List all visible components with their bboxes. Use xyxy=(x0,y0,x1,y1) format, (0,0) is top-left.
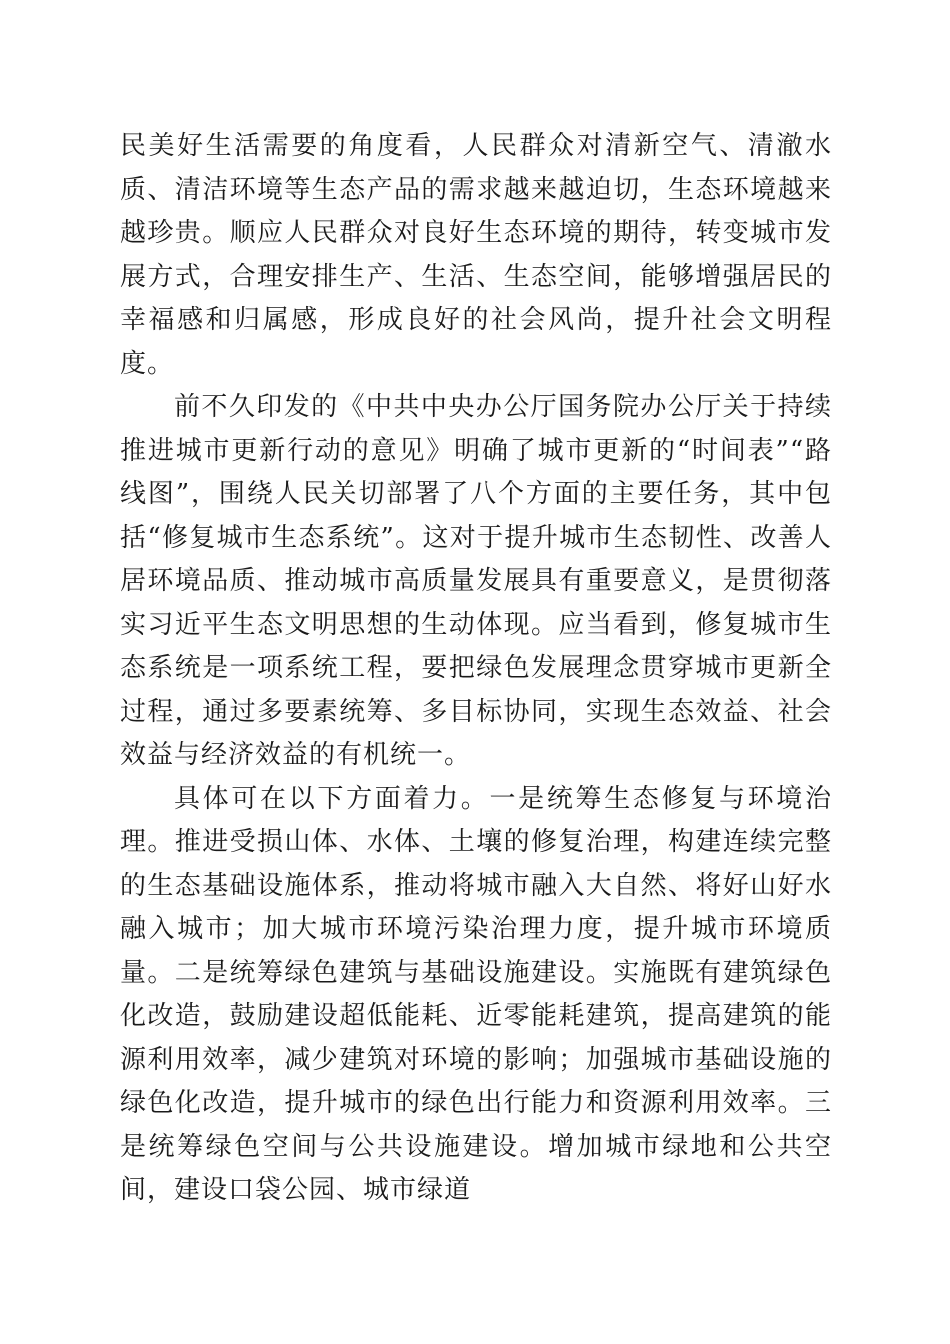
paragraph-specific-measures: 具体可在以下方面着力。一是统筹生态修复与环境治理。推进受损山体、水体、土壤的修复治理，构建连续完整的生态基础设施体系，推动将城市融入大自然、将好山好水融入城市；加大城市环境污染治理力度，提升城市环境质量。二是统筹绿色建筑与基础设施建设。实施既有建筑绿色化改造，鼓励建设超低能耗、近零能耗建筑，提高建筑的能源利用效率，减少建筑对环境的影响；加强城市基础设施的绿色化改造，提升城市的绿色出行能力和资源利用效率。三是统筹绿色空间与公共设施建设。增加城市绿地和公共空间，建设口袋公园、城市绿道 xyxy=(120,783,832,1205)
paragraph-policy-opinion: 前不久印发的《中共中央办公厅国务院办公厅关于持续推进城市更新行动的意见》明确了城市更新的“时间表”“路线图”，围绕人民关切部署了八个方面的主要任务，其中包括“修复城市生态系统”。这对于提升城市生态韧性、改善人居环境品质、推动城市高质量发展具有重要意义，是贯彻落实习近平生态文明思想的生动体现。应当看到，修复城市生态系统是一项系统工程，要把绿色发展理念贯穿城市更新全过程，通过多要素统筹、多目标协同，实现生态效益、社会效益与经济效益的有机统一。 xyxy=(120,392,832,770)
paragraph-continuation: 民美好生活需要的角度看，人民群众对清新空气、清澈水质、清洁环境等生态产品的需求越来越迫切，生态环境越来越珍贵。顺应人民群众对良好生态环境的期待，转变城市发展方式，合理安排生产、生活、生态空间，能够增强居民的幸福感和归属感，形成良好的社会风尚，提升社会文明程度。 xyxy=(120,131,832,379)
article-body xyxy=(120,125,832,1213)
